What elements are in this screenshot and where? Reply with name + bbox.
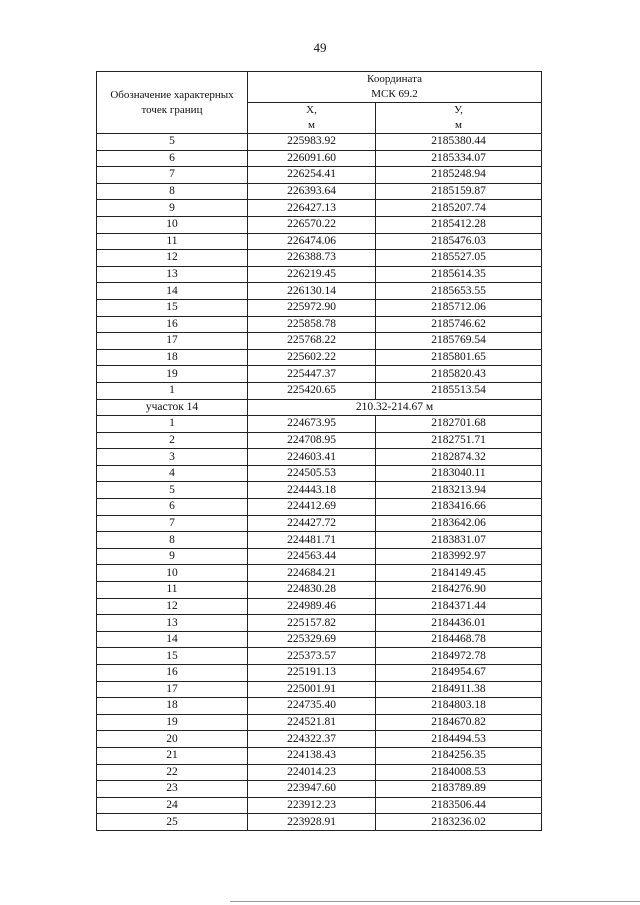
x-coordinate-cell: 226388.73 xyxy=(248,250,376,267)
y-coordinate-cell: 2185207.74 xyxy=(376,200,542,217)
y-coordinate-cell: 2184803.18 xyxy=(376,698,542,715)
table-row xyxy=(97,134,542,151)
point-number-cell: 20 xyxy=(97,731,248,748)
x-coordinate-cell: 224673.95 xyxy=(248,416,376,433)
x-coordinate-cell: 226570.22 xyxy=(248,216,376,233)
table-row xyxy=(97,233,542,250)
table-row xyxy=(97,382,542,399)
table-row xyxy=(97,665,542,682)
y-coordinate-cell: 2184954.67 xyxy=(376,665,542,682)
x-coordinate-cell: 224322.37 xyxy=(248,731,376,748)
x-coordinate-cell: 226427.13 xyxy=(248,200,376,217)
table-row xyxy=(97,366,542,383)
x-coordinate-cell: 225373.57 xyxy=(248,648,376,665)
point-number-cell: 6 xyxy=(97,150,248,167)
coordinate-title: Координата xyxy=(367,73,422,85)
point-number-cell: 16 xyxy=(97,316,248,333)
table-row xyxy=(97,283,542,300)
point-number-cell: 10 xyxy=(97,216,248,233)
y-coordinate-cell: 2184008.53 xyxy=(376,764,542,781)
y-coordinate-cell: 2184276.90 xyxy=(376,582,542,599)
table-row xyxy=(97,565,542,582)
point-number-cell: 19 xyxy=(97,714,248,731)
x-coordinate-cell: 225983.92 xyxy=(248,134,376,151)
point-number-cell: 3 xyxy=(97,449,248,466)
point-number-cell: 4 xyxy=(97,465,248,482)
point-number-cell: 5 xyxy=(97,134,248,151)
y-unit: м xyxy=(455,119,462,131)
x-coordinate-cell: 224481.71 xyxy=(248,532,376,549)
point-number-cell: 9 xyxy=(97,200,248,217)
y-coordinate-cell: 2185527.05 xyxy=(376,250,542,267)
page-number: 49 xyxy=(313,40,327,55)
x-coordinate-cell: 223912.23 xyxy=(248,797,376,814)
point-number-cell: 24 xyxy=(97,797,248,814)
y-coordinate-cell: 2183506.44 xyxy=(376,797,542,814)
x-coordinate-cell: 224014.23 xyxy=(248,764,376,781)
x-coordinate-cell: 224830.28 xyxy=(248,582,376,599)
table-row xyxy=(97,416,542,433)
y-coordinate-cell: 2183789.89 xyxy=(376,781,542,798)
page-edge-line xyxy=(230,901,640,902)
point-number-cell: 1 xyxy=(97,416,248,433)
x-unit: м xyxy=(308,119,315,131)
table-row xyxy=(97,515,542,532)
y-coordinate-cell: 2184670.82 xyxy=(376,714,542,731)
y-coordinate-cell: 2185334.07 xyxy=(376,150,542,167)
point-number-cell: 25 xyxy=(97,814,248,831)
table-body-part1 xyxy=(97,134,542,400)
table-row xyxy=(97,316,542,333)
x-coordinate-cell: 225768.22 xyxy=(248,333,376,350)
table-row xyxy=(97,698,542,715)
y-coordinate-cell: 2184972.78 xyxy=(376,648,542,665)
x-coordinate-cell: 226091.60 xyxy=(248,150,376,167)
x-coordinate-cell: 225447.37 xyxy=(248,366,376,383)
coordinate-header xyxy=(248,72,542,103)
y-coordinate-cell: 2185412.28 xyxy=(376,216,542,233)
y-coordinate-cell: 2185746.62 xyxy=(376,316,542,333)
table-row xyxy=(97,432,542,449)
x-coordinate-cell: 224603.41 xyxy=(248,449,376,466)
point-number-cell: 11 xyxy=(97,233,248,250)
section-body xyxy=(97,399,542,416)
y-coordinate-cell: 2184468.78 xyxy=(376,631,542,648)
table-row xyxy=(97,615,542,632)
x-coordinate-cell: 226130.14 xyxy=(248,283,376,300)
point-number-cell: 15 xyxy=(97,299,248,316)
x-coordinate-cell: 224412.69 xyxy=(248,499,376,516)
x-coordinate-cell: 225001.91 xyxy=(248,681,376,698)
table-row xyxy=(97,167,542,184)
x-coordinate-cell: 226474.06 xyxy=(248,233,376,250)
point-number-cell: 17 xyxy=(97,681,248,698)
table-row xyxy=(97,747,542,764)
point-number-cell: 12 xyxy=(97,250,248,267)
x-coordinate-cell: 225329.69 xyxy=(248,631,376,648)
x-coordinate-cell: 223947.60 xyxy=(248,781,376,798)
x-coordinate-cell: 224989.46 xyxy=(248,598,376,615)
point-header: Обозначение характерных точек границ xyxy=(97,72,248,134)
table-row xyxy=(97,465,542,482)
x-coordinate-cell: 226393.64 xyxy=(248,183,376,200)
point-number-cell: 14 xyxy=(97,631,248,648)
table-body-part2 xyxy=(97,416,542,831)
x-coordinate-cell: 225420.65 xyxy=(248,382,376,399)
y-coordinate-cell: 2182701.68 xyxy=(376,416,542,433)
x-coordinate-cell: 224563.44 xyxy=(248,548,376,565)
y-coordinate-cell: 2183992.97 xyxy=(376,548,542,565)
point-number-cell: 13 xyxy=(97,266,248,283)
point-number-cell: 5 xyxy=(97,482,248,499)
table-row xyxy=(97,449,542,466)
table-row xyxy=(97,797,542,814)
y-coordinate-cell: 2185801.65 xyxy=(376,349,542,366)
table-row xyxy=(97,714,542,731)
y-coordinate-cell: 2185712.06 xyxy=(376,299,542,316)
y-coordinate-cell: 2184911.38 xyxy=(376,681,542,698)
point-number-cell: 8 xyxy=(97,183,248,200)
table-row xyxy=(97,349,542,366)
table-row xyxy=(97,532,542,549)
point-number-cell: 18 xyxy=(97,698,248,715)
x-coordinate-cell: 224505.53 xyxy=(248,465,376,482)
point-number-cell: 10 xyxy=(97,565,248,582)
table-row xyxy=(97,216,542,233)
table-row xyxy=(97,814,542,831)
point-number-cell: 11 xyxy=(97,582,248,599)
x-coordinate-cell: 226219.45 xyxy=(248,266,376,283)
x-label: X, xyxy=(306,104,317,116)
point-number-cell: 22 xyxy=(97,764,248,781)
table-row xyxy=(97,200,542,217)
table-row xyxy=(97,764,542,781)
y-coordinate-cell: 2183642.06 xyxy=(376,515,542,532)
coordinate-system: МСК 69.2 xyxy=(371,88,418,100)
point-number-cell: 19 xyxy=(97,366,248,383)
table-row xyxy=(97,183,542,200)
table-row xyxy=(97,648,542,665)
x-coordinate-cell: 224735.40 xyxy=(248,698,376,715)
table-row xyxy=(97,731,542,748)
header-row-1 xyxy=(97,72,542,103)
point-number-cell: 21 xyxy=(97,747,248,764)
point-number-cell: 2 xyxy=(97,432,248,449)
y-coordinate-cell: 2184436.01 xyxy=(376,615,542,632)
x-coordinate-cell: 226254.41 xyxy=(248,167,376,184)
point-number-cell: 17 xyxy=(97,333,248,350)
point-number-cell: 13 xyxy=(97,615,248,632)
table-row xyxy=(97,482,542,499)
table-row xyxy=(97,582,542,599)
point-number-cell: 8 xyxy=(97,532,248,549)
y-coordinate-cell: 2184256.35 xyxy=(376,747,542,764)
table-row xyxy=(97,598,542,615)
x-header xyxy=(248,103,376,134)
point-number-cell: 6 xyxy=(97,499,248,516)
y-coordinate-cell: 2184371.44 xyxy=(376,598,542,615)
y-coordinate-cell: 2183213.94 xyxy=(376,482,542,499)
section-range: 210.32-214.67 м xyxy=(248,399,542,416)
coordinates-table xyxy=(96,71,542,831)
y-header xyxy=(376,103,542,134)
y-coordinate-cell: 2185614.35 xyxy=(376,266,542,283)
y-coordinate-cell: 2182874.32 xyxy=(376,449,542,466)
y-coordinate-cell: 2182751.71 xyxy=(376,432,542,449)
x-coordinate-cell: 224708.95 xyxy=(248,432,376,449)
point-number-cell: 14 xyxy=(97,283,248,300)
x-coordinate-cell: 225602.22 xyxy=(248,349,376,366)
y-coordinate-cell: 2185248.94 xyxy=(376,167,542,184)
table-row xyxy=(97,781,542,798)
x-coordinate-cell: 224684.21 xyxy=(248,565,376,582)
point-number-cell: 23 xyxy=(97,781,248,798)
y-coordinate-cell: 2185653.55 xyxy=(376,283,542,300)
x-coordinate-cell: 224427.72 xyxy=(248,515,376,532)
y-coordinate-cell: 2183416.66 xyxy=(376,499,542,516)
section-label: участок 14 xyxy=(97,399,248,416)
y-coordinate-cell: 2185476.03 xyxy=(376,233,542,250)
point-number-cell: 18 xyxy=(97,349,248,366)
x-coordinate-cell: 225858.78 xyxy=(248,316,376,333)
x-coordinate-cell: 223928.91 xyxy=(248,814,376,831)
point-number-cell: 7 xyxy=(97,167,248,184)
table-row xyxy=(97,266,542,283)
y-coordinate-cell: 2185820.43 xyxy=(376,366,542,383)
y-coordinate-cell: 2184494.53 xyxy=(376,731,542,748)
point-number-cell: 16 xyxy=(97,665,248,682)
table-row xyxy=(97,548,542,565)
x-coordinate-cell: 224443.18 xyxy=(248,482,376,499)
x-coordinate-cell: 225157.82 xyxy=(248,615,376,632)
point-number-cell: 15 xyxy=(97,648,248,665)
y-coordinate-cell: 2184149.45 xyxy=(376,565,542,582)
y-coordinate-cell: 2183831.07 xyxy=(376,532,542,549)
point-number-cell: 12 xyxy=(97,598,248,615)
point-number-cell: 9 xyxy=(97,548,248,565)
y-coordinate-cell: 2185159.87 xyxy=(376,183,542,200)
table-row xyxy=(97,333,542,350)
point-number-cell: 1 xyxy=(97,382,248,399)
table-row xyxy=(97,631,542,648)
x-coordinate-cell: 225972.90 xyxy=(248,299,376,316)
x-coordinate-cell: 225191.13 xyxy=(248,665,376,682)
table-row xyxy=(97,250,542,267)
point-number-cell: 7 xyxy=(97,515,248,532)
y-coordinate-cell: 2183040.11 xyxy=(376,465,542,482)
y-coordinate-cell: 2185380.44 xyxy=(376,134,542,151)
y-coordinate-cell: 2183236.02 xyxy=(376,814,542,831)
table-row xyxy=(97,499,542,516)
table-row xyxy=(97,150,542,167)
section-row xyxy=(97,399,542,416)
x-coordinate-cell: 224138.43 xyxy=(248,747,376,764)
x-coordinate-cell: 224521.81 xyxy=(248,714,376,731)
table-row xyxy=(97,681,542,698)
y-coordinate-cell: 2185769.54 xyxy=(376,333,542,350)
y-coordinate-cell: 2185513.54 xyxy=(376,382,542,399)
y-label: У, xyxy=(454,104,463,116)
table-row xyxy=(97,299,542,316)
